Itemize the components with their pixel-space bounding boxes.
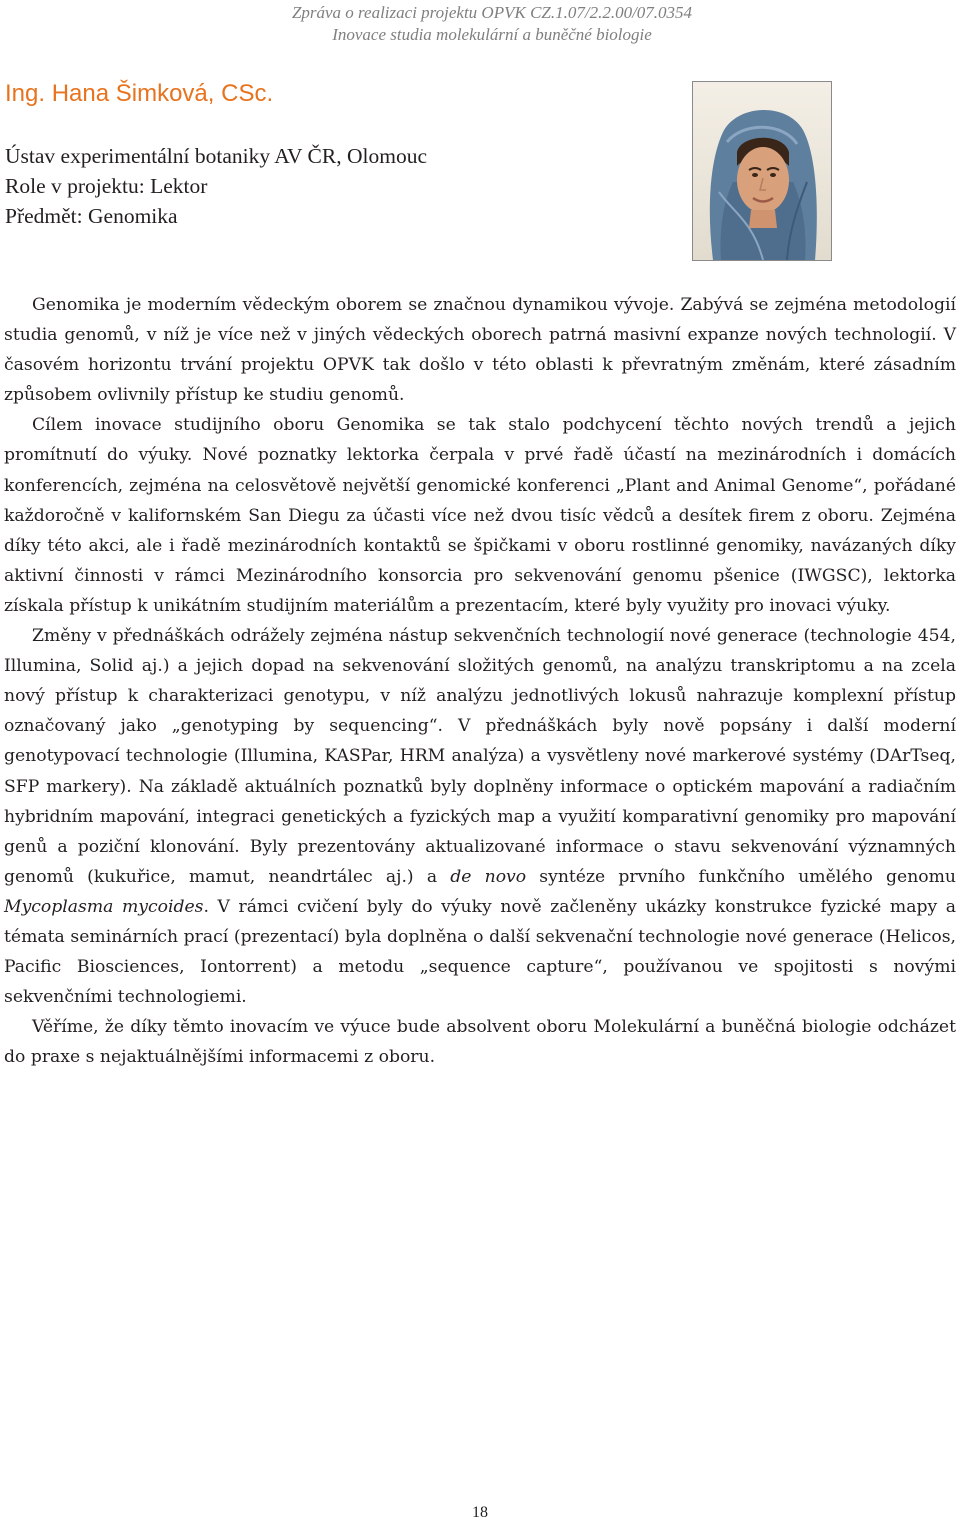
paragraph-4: Věříme, že díky těmto inovacím ve výuce bude absolvent oboru Molekulární a buněčná biologie odcházet do praxe s nejaktuálnějšími informacemi z oboru. [4,1017,956,1068]
lecturer-name: Ing. Hana Šimková, CSc. [5,80,274,107]
paragraph-1: Genomika je moderním vědeckým oborem se značnou dynamikou vývoje. Zabývá se zejména metodologií studia genomů, v níž je více než v jiných vědeckých oborech patrná masivní expanze nových technologií. V časovém horizontu trvání projektu OPVK tak došlo v této oblasti k převratným změnám, které zásadním způsobem ovlivnily přístup ke studiu genomů. [4,295,956,406]
institute: Ústav experimentální botaniky AV ČR, Olomouc [5,144,428,168]
project-role: Role v projektu: Lektor [5,174,208,198]
paragraph-2: Cílem inovace studijního oboru Genomika se tak stalo podchycení těchto nových trendů a jejich promítnutí do výuky. Nové poznatky lektorka čerpala v prvé řadě účastí na mezinárodních i domácích konferencích, zejména na celosvětově největší genomické konferenci „Plant and Animal Genome“, pořádané každoročně v kalifornském San Diegu za účasti více než dvou tisíc vědců a desítek firem z oboru. Zejména díky této akci, ale i řadě mezinárodních kontaktů se špičkami v oboru rostlinné genomiky, navázaných díky aktivní činnosti v rámci Mezinárodního konsorcia pro sekvenování genomu pšenice (IWGSC), lektorka získala přístup k unikátním studijním materiálům a prezentacím, které byly využity pro inovaci výuky. [4,415,956,616]
portrait-illustration [693,82,831,260]
lecturer-info [5,141,427,231]
italic-de-novo: de novo [450,866,527,887]
article-body [4,290,956,1072]
paragraph-3-part-a: Změny v přednáškách odrážely zejména nástup sekvenčních technologií nové generace (technologie 454, Illumina, Solid aj.) a jejich dopad na sekvenování složitých genomů, na analýzu transkriptomu a na zcela nový přístup k charakterizaci genotypu, v níž analýzu jednotlivých lokusů nahrazuje komplexní přístup označovaný jako „genotyping by sequencing“. V přednáškách byly nově popsány i další moderní genotypovací technologie (Illumina, KASPar, HRM analýza) a vysvětleny nové markerové systémy (DArTseq, SFP markery). Na základě aktuálních poznatků byly doplněny informace o optickém mapování a radiačním hybridním mapování, integraci genetických a fyzických map a využití komparativní genomiky pro mapování genů a poziční klonování. Byly prezentovány aktualizované informace o stavu sekvenování významných genomů (kukuřice, mamut, neandrtálec aj.) a [4,626,956,887]
portrait-photo [692,81,832,261]
page-number: 18 [472,1504,488,1521]
header-line-1: Zpráva o realizaci projektu OPVK CZ.1.07/2.2.00/07.0354 [291,3,693,22]
running-header [232,2,752,46]
paragraph-3-part-b: syntéze prvního funkčního umělého genomu [526,866,956,887]
italic-species-name: Mycoplasma mycoides [4,896,204,917]
paragraph-3-part-c: . V rámci cvičení byly do výuky nově začleněny ukázky konstrukce fyzické mapy a témata seminárních prací (prezentací) byla doplněna o další sekvenační technologie nové generace (Helicos, Pacific Biosciences, Iontorrent) a metodu „sequence capture“, používanou ve spojitosti s novými sekvenčními technologiemi. [4,896,956,1008]
paragraph-3 [4,621,956,1012]
header-line-2: Inovace studia molekulární a buněčné biologie [332,25,652,44]
subject: Předmět: Genomika [5,204,178,228]
